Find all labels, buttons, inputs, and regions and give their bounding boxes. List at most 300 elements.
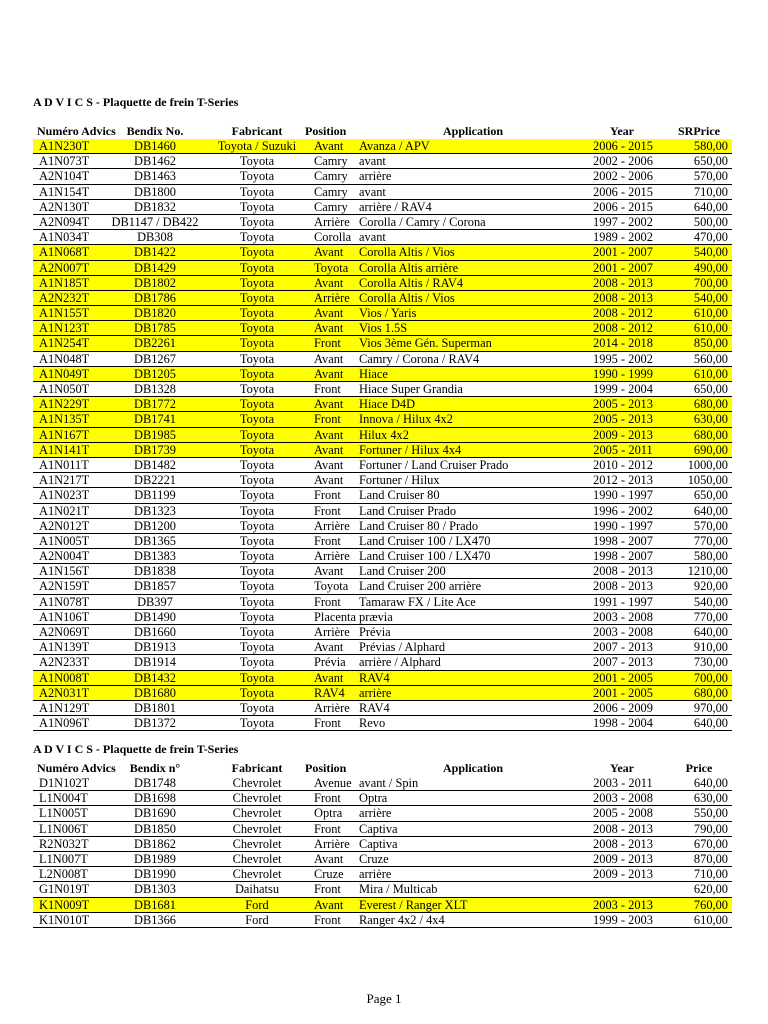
cell-bendix: DB1490 (134, 609, 176, 624)
cell-price: 570,00 (693, 169, 728, 184)
cell-position: Toyota (314, 579, 349, 594)
cell-bendix: DB1429 (134, 260, 176, 275)
cell-price: 680,00 (693, 397, 728, 412)
table-row (33, 488, 732, 503)
cell-fabricant: Chevrolet (232, 791, 282, 806)
cell-price: 540,00 (693, 245, 728, 260)
cell-application: Prévia (359, 625, 391, 639)
cell-numero: L1N006T (39, 821, 88, 836)
cell-fabricant: Toyota (239, 533, 275, 548)
cell-position: Avant (314, 139, 344, 153)
header-application: Application (442, 124, 503, 138)
cell-price: 650,00 (693, 382, 728, 396)
cell-fabricant: Toyota (239, 382, 275, 396)
cell-price: 540,00 (693, 594, 728, 609)
cell-application: Captiva (359, 821, 398, 836)
cell-year: 2007 - 2013 (593, 640, 653, 655)
cell-bendix: DB1365 (134, 533, 176, 548)
cell-fabricant: Toyota (239, 306, 275, 321)
cell-year: 2007 - 2013 (593, 655, 653, 670)
cell-price: 610,00 (693, 366, 728, 381)
cell-fabricant: Chevrolet (232, 776, 282, 790)
table-row (33, 154, 732, 169)
cell-application: Corolla Altis / Vios (359, 245, 455, 260)
cell-numero: A2N031T (39, 685, 90, 700)
cell-numero: A2N232T (39, 290, 90, 305)
table-header (33, 124, 732, 139)
cell-fabricant: Daihatsu (234, 882, 280, 897)
cell-price: 640,00 (693, 503, 728, 518)
cell-price: 870,00 (693, 851, 728, 866)
cell-price: 610,00 (693, 306, 728, 321)
cell-bendix: DB1267 (134, 351, 176, 366)
table-row (33, 306, 732, 321)
cell-year: 2009 - 2013 (593, 851, 653, 866)
table-row (33, 549, 732, 564)
cell-application: Ranger 4x2 / 4x4 (359, 912, 445, 927)
table-row (33, 882, 732, 897)
cell-bendix: DB1838 (134, 564, 176, 579)
cell-price: 650,00 (693, 154, 728, 169)
cell-year: 2001 - 2007 (593, 245, 653, 260)
cell-position: Prévia (314, 655, 346, 670)
cell-application: Captiva (359, 836, 398, 851)
cell-year: 2005 - 2008 (593, 806, 653, 821)
cell-numero: A1N167T (39, 427, 90, 442)
cell-numero: K1N010T (39, 912, 90, 927)
cell-position: Avant (314, 473, 344, 488)
table-row (33, 428, 732, 443)
cell-bendix: DB1205 (134, 366, 176, 381)
cell-application: RAV4 (359, 700, 390, 715)
cell-bendix: DB1785 (134, 321, 176, 336)
cell-fabricant: Toyota (239, 427, 275, 442)
cell-bendix: DB1372 (134, 716, 176, 731)
cell-year: 2003 - 2008 (593, 609, 653, 624)
cell-numero: A1N073T (39, 154, 90, 169)
header-price: SRPrice (678, 124, 720, 138)
cell-price: 470,00 (693, 230, 728, 245)
cell-year: 2008 - 2013 (593, 275, 653, 290)
cell-application: Fortuner / Hilux (359, 473, 440, 488)
cell-position: Cruze (314, 867, 344, 882)
cell-year: 1990 - 1997 (593, 518, 653, 533)
cell-numero: A1N005T (39, 533, 90, 548)
cell-bendix: DB1985 (134, 427, 176, 442)
cell-fabricant: Toyota (239, 214, 275, 229)
cell-application: Everest / Ranger XLT (359, 897, 468, 912)
table-row (33, 215, 732, 230)
price-list-section-other (33, 742, 732, 928)
cell-application: Land Cruiser 80 (359, 488, 440, 503)
cell-price: 970,00 (693, 700, 728, 715)
cell-fabricant: Toyota (239, 488, 275, 503)
cell-bendix: DB1422 (134, 245, 176, 260)
cell-position: Front (314, 791, 341, 806)
table-row (33, 458, 732, 473)
cell-position: Avant (314, 306, 344, 321)
cell-price: 1000,00 (687, 457, 728, 472)
table-row (33, 291, 732, 306)
cell-position: Avant (314, 321, 344, 336)
cell-year: 2005 - 2011 (593, 442, 653, 457)
table-row (33, 898, 732, 913)
cell-year: 1999 - 2003 (593, 912, 653, 927)
table-row (33, 776, 732, 791)
cell-position: Arrière (314, 518, 350, 533)
cell-position: Front (314, 912, 341, 927)
cell-year: 2001 - 2005 (593, 670, 653, 685)
cell-position: Arrière (314, 836, 350, 851)
cell-application: avant (359, 230, 386, 245)
table-row (33, 382, 732, 397)
cell-bendix: DB1820 (134, 306, 176, 321)
table-row (33, 701, 732, 716)
cell-year: 2006 - 2015 (593, 199, 653, 214)
section-title: A D V I C S - Plaquette de frein T-Series (33, 95, 239, 109)
cell-price: 730,00 (693, 655, 728, 670)
cell-numero: A1N254T (39, 336, 90, 351)
cell-year: 2002 - 2006 (593, 154, 653, 169)
table-row (33, 276, 732, 291)
cell-bendix: DB1199 (134, 488, 176, 503)
cell-price: 700,00 (693, 275, 728, 290)
cell-bendix: DB308 (137, 230, 173, 245)
cell-bendix: DB1748 (134, 776, 176, 790)
cell-price: 610,00 (693, 321, 728, 336)
cell-numero: A1N106T (39, 609, 90, 624)
page-number: Page 1 (366, 991, 402, 1006)
cell-bendix: DB1862 (134, 836, 176, 851)
table-row (33, 412, 732, 427)
cell-application: Corolla Altis / Vios (359, 290, 455, 305)
cell-application: prævia (359, 609, 393, 624)
cell-year: 2014 - 2018 (593, 336, 653, 351)
cell-year: 2009 - 2013 (593, 867, 653, 882)
cell-fabricant: Toyota (239, 321, 275, 336)
cell-numero: A1N078T (39, 594, 90, 609)
cell-position: Front (314, 503, 341, 518)
cell-bendix: DB1989 (134, 851, 176, 866)
cell-year: 2003 - 2008 (593, 625, 653, 639)
cell-year: 2002 - 2006 (593, 169, 653, 184)
cell-price: 670,00 (693, 836, 728, 851)
cell-application: Hiace D4D (359, 397, 416, 412)
cell-price: 910,00 (693, 640, 728, 655)
cell-numero: A1N011T (39, 457, 89, 472)
cell-year: 2008 - 2013 (593, 836, 653, 851)
cell-fabricant: Toyota (239, 457, 275, 472)
cell-application: Mira / Multicab (359, 882, 438, 897)
cell-year: 2006 - 2015 (593, 184, 653, 199)
cell-price: 580,00 (693, 549, 728, 564)
cell-year: 2003 - 2008 (593, 791, 653, 806)
cell-bendix: DB1383 (134, 549, 176, 564)
cell-year: 2001 - 2005 (593, 685, 653, 700)
cell-application: Land Cruiser 100 / LX470 (359, 549, 491, 564)
cell-price: 770,00 (693, 609, 728, 624)
cell-fabricant: Toyota (239, 503, 275, 518)
cell-bendix: DB1660 (134, 625, 176, 639)
cell-price: 700,00 (693, 670, 728, 685)
cell-application: Avanza / APV (359, 139, 430, 153)
cell-application: avant (359, 154, 386, 169)
cell-position: RAV4 (314, 685, 345, 700)
cell-year: 1990 - 1999 (593, 366, 653, 381)
cell-price: 680,00 (693, 427, 728, 442)
cell-fabricant: Ford (245, 897, 269, 912)
cell-year: 1991 - 1997 (593, 594, 653, 609)
cell-bendix: DB1303 (134, 882, 176, 897)
cell-bendix: DB1328 (134, 382, 176, 396)
cell-fabricant: Toyota (239, 549, 275, 564)
cell-fabricant: Toyota (239, 685, 275, 700)
header-position: Position (305, 761, 347, 775)
cell-price: 790,00 (693, 821, 728, 836)
cell-fabricant: Toyota (239, 625, 275, 639)
cell-application: Optra (359, 791, 388, 806)
cell-fabricant: Toyota (239, 199, 275, 214)
header-application: Application (442, 761, 503, 775)
cell-position: Avant (314, 897, 344, 912)
cell-application: Prévias / Alphard (359, 640, 446, 655)
cell-price: 580,00 (693, 139, 728, 153)
table-row (33, 534, 732, 549)
cell-position: Avant (314, 351, 344, 366)
table-row (33, 579, 732, 594)
table-row (33, 367, 732, 382)
cell-fabricant: Toyota (239, 260, 275, 275)
cell-price: 760,00 (693, 897, 728, 912)
cell-price: 640,00 (693, 625, 728, 639)
cell-bendix: DB2261 (134, 336, 176, 351)
table-row (33, 169, 732, 184)
table-row (33, 139, 732, 154)
cell-price: 650,00 (693, 488, 728, 503)
cell-bendix: DB1680 (134, 685, 176, 700)
cell-numero: A2N012T (39, 518, 90, 533)
cell-application: Hilux 4x2 (359, 427, 409, 442)
cell-numero: A1N050T (39, 382, 90, 396)
cell-bendix: DB1990 (134, 867, 176, 882)
cell-application: Hiace (359, 366, 388, 381)
cell-position: Avant (314, 366, 344, 381)
cell-numero: L1N005T (39, 806, 88, 821)
cell-year: 1998 - 2007 (593, 533, 653, 548)
cell-price: 540,00 (693, 290, 728, 305)
cell-application: avant (359, 184, 386, 199)
cell-numero: A2N104T (39, 169, 90, 184)
cell-price: 610,00 (693, 912, 728, 927)
cell-year: 2008 - 2013 (593, 564, 653, 579)
cell-position: Avant (314, 640, 344, 655)
table-row (33, 519, 732, 534)
cell-numero: L1N007T (39, 851, 88, 866)
cell-bendix: DB1786 (134, 290, 176, 305)
cell-price: 680,00 (693, 685, 728, 700)
cell-numero: D1N102T (39, 776, 90, 790)
cell-numero: A1N155T (39, 306, 90, 321)
cell-application: RAV4 (359, 670, 390, 685)
cell-numero: A1N154T (39, 184, 90, 199)
cell-application: arrière / RAV4 (359, 199, 432, 214)
cell-fabricant: Toyota (239, 290, 275, 305)
cell-position: Arrière (314, 700, 350, 715)
price-list-section-toyota (33, 95, 732, 731)
cell-application: Innova / Hilux 4x2 (359, 412, 453, 427)
cell-bendix: DB1741 (134, 412, 176, 427)
cell-application: Land Cruiser Prado (359, 503, 457, 518)
table-row (33, 352, 732, 367)
table-row (33, 716, 732, 731)
cell-position: Placenta (314, 609, 356, 624)
cell-fabricant: Ford (245, 912, 269, 927)
table-row (33, 655, 732, 670)
cell-fabricant: Chevrolet (232, 851, 282, 866)
table-row (33, 504, 732, 519)
cell-application: arrière (359, 685, 392, 700)
cell-fabricant: Toyota (239, 184, 275, 199)
cell-bendix: DB1914 (134, 655, 176, 670)
cell-price: 640,00 (693, 716, 728, 731)
cell-price: 630,00 (693, 791, 728, 806)
header-fabricant: Fabricant (231, 761, 283, 775)
cell-fabricant: Toyota (239, 275, 275, 290)
cell-position: Avant (314, 245, 344, 260)
cell-position: Avant (314, 275, 344, 290)
cell-numero: A1N135T (39, 412, 90, 427)
cell-application: Vios / Yaris (359, 306, 417, 321)
cell-bendix: DB1463 (134, 169, 176, 184)
cell-fabricant: Chevrolet (232, 806, 282, 821)
table-row (33, 852, 732, 867)
cell-numero: A1N048T (39, 351, 90, 366)
cell-bendix: DB1739 (134, 442, 176, 457)
cell-fabricant: Toyota (239, 655, 275, 670)
cell-fabricant: Toyota (239, 351, 275, 366)
cell-application: Land Cruiser 100 / LX470 (359, 533, 491, 548)
table-row (33, 686, 732, 701)
cell-application: Corolla / Camry / Corona (359, 214, 486, 229)
cell-numero: A1N096T (39, 716, 90, 731)
cell-position: Arrière (314, 290, 350, 305)
cell-bendix: DB1801 (134, 700, 176, 715)
cell-numero: A1N156T (39, 564, 90, 579)
cell-fabricant: Toyota (239, 412, 275, 427)
table-row (33, 610, 732, 625)
cell-numero: A2N004T (39, 549, 90, 564)
cell-numero: R2N032T (39, 836, 89, 851)
cell-numero: A1N230T (39, 139, 90, 153)
cell-price: 690,00 (693, 442, 728, 457)
cell-bendix: DB1690 (134, 806, 176, 821)
cell-numero: A1N068T (39, 245, 90, 260)
cell-numero: A2N094T (39, 214, 90, 229)
cell-numero: K1N009T (39, 897, 90, 912)
cell-application: Cruze (359, 851, 389, 866)
cell-position: Front (314, 412, 341, 427)
cell-fabricant: Toyota (239, 397, 275, 412)
cell-year: 2008 - 2012 (593, 306, 653, 321)
table-body (33, 776, 732, 928)
header-numero: Numéro Advics (37, 124, 116, 138)
table-row (33, 867, 732, 882)
cell-bendix: DB1681 (134, 897, 176, 912)
table-row (33, 443, 732, 458)
cell-bendix: DB1460 (134, 139, 176, 153)
cell-bendix: DB1482 (134, 457, 176, 472)
header-position: Position (305, 124, 347, 138)
cell-bendix: DB1800 (134, 184, 176, 199)
cell-application: Vios 1.5S (359, 321, 408, 336)
cell-numero: A2N130T (39, 199, 90, 214)
table-row (33, 473, 732, 488)
cell-fabricant: Toyota (239, 670, 275, 685)
cell-position: Optra (314, 806, 343, 821)
table-row (33, 245, 732, 260)
cell-application: Fortuner / Hilux 4x4 (359, 442, 462, 457)
cell-fabricant: Toyota (239, 640, 275, 655)
cell-application: Land Cruiser 80 / Prado (359, 518, 479, 533)
cell-fabricant: Chevrolet (232, 821, 282, 836)
cell-bendix: DB1462 (134, 154, 176, 169)
cell-year: 2008 - 2012 (593, 321, 653, 336)
cell-position: Camry (314, 199, 348, 214)
cell-application: arrière (359, 806, 392, 821)
table-row (33, 321, 732, 336)
cell-price: 920,00 (693, 579, 728, 594)
cell-year: 2012 - 2013 (593, 473, 653, 488)
cell-position: Arrière (314, 625, 350, 639)
cell-numero: A1N023T (39, 488, 90, 503)
cell-price: 710,00 (693, 184, 728, 199)
cell-bendix: DB1323 (134, 503, 176, 518)
cell-numero: L1N004T (39, 791, 88, 806)
cell-numero: A1N141T (39, 442, 90, 457)
table-row (33, 913, 732, 928)
cell-fabricant: Toyota (239, 518, 275, 533)
cell-price: 560,00 (693, 351, 728, 366)
cell-position: Front (314, 382, 341, 396)
cell-year: 2008 - 2013 (593, 821, 653, 836)
cell-application: Corolla Altis arrière (359, 260, 459, 275)
cell-numero: A1N021T (39, 503, 90, 518)
cell-bendix: DB1366 (134, 912, 176, 927)
cell-fabricant: Toyota (239, 609, 275, 624)
cell-fabricant: Toyota (239, 169, 275, 184)
cell-year: 2008 - 2013 (593, 290, 653, 305)
table-row (33, 671, 732, 686)
cell-bendix: DB397 (137, 594, 173, 609)
table-body (33, 139, 732, 731)
cell-position: Avant (314, 442, 344, 457)
table-row (33, 595, 732, 610)
cell-year: 1998 - 2004 (593, 716, 653, 731)
cell-price: 620,00 (693, 882, 728, 897)
cell-price: 850,00 (693, 336, 728, 351)
table-row (33, 200, 732, 215)
cell-fabricant: Toyota (239, 594, 275, 609)
cell-year: 2006 - 2015 (593, 139, 653, 153)
cell-position: Front (314, 488, 341, 503)
cell-numero: A1N049T (39, 366, 90, 381)
cell-application: Tamaraw FX / Lite Ace (359, 594, 476, 609)
cell-bendix: DB1857 (134, 579, 176, 594)
cell-fabricant: Toyota / Suzuki (217, 139, 297, 153)
cell-position: Front (314, 821, 341, 836)
cell-numero: A1N185T (39, 275, 90, 290)
cell-numero: A2N069T (39, 625, 90, 639)
